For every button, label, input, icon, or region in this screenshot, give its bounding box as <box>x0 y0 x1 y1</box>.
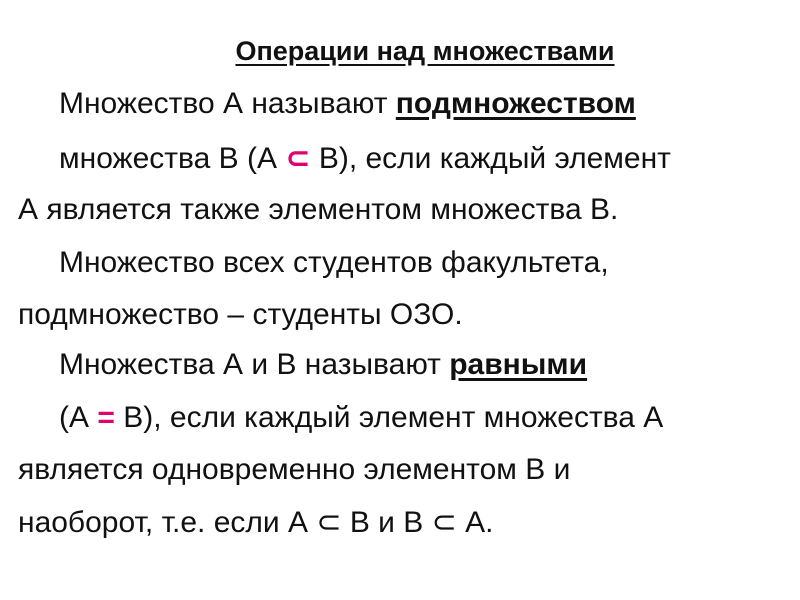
equal-def-line-1 <box>59 347 587 383</box>
subset-symbol: ⊂ <box>431 505 457 540</box>
equal-def-text: Множества А и В называют <box>59 348 450 381</box>
equal-def-text: (А <box>59 401 98 434</box>
subset-symbol: ⊂ <box>285 142 311 175</box>
subset-def-text: В), если каждый элемент <box>310 142 671 175</box>
equal-def-line-3: является одновременно элементом В и <box>18 453 571 486</box>
equal-symbol: = <box>97 401 115 434</box>
example-line-2: подмножество – студенты ОЗО. <box>18 298 463 331</box>
subset-def-line-3: А является также элементом множества В. <box>18 193 619 226</box>
subset-def-text: множества В (А <box>59 142 286 175</box>
equal-term: равными <box>449 348 588 381</box>
subset-term: подмножеством <box>395 87 636 120</box>
equal-def-text: В и В <box>341 506 432 539</box>
subset-symbol: ⊂ <box>316 505 342 540</box>
subset-def-line-1 <box>59 86 636 122</box>
equal-def-text: В), если каждый элемент множества А <box>114 401 664 434</box>
equal-def-text: наоборот, т.е. если А <box>18 506 317 539</box>
equal-def-line-2 <box>59 400 663 436</box>
equal-def-text: А. <box>456 506 494 539</box>
slide-title: Операции над множествами <box>235 36 615 66</box>
subset-def-text: Множество А называют <box>59 87 396 120</box>
subset-def-line-2 <box>59 141 671 177</box>
equal-def-line-4 <box>18 505 493 541</box>
example-line-1: Множество всех студентов факультета, <box>59 246 609 279</box>
